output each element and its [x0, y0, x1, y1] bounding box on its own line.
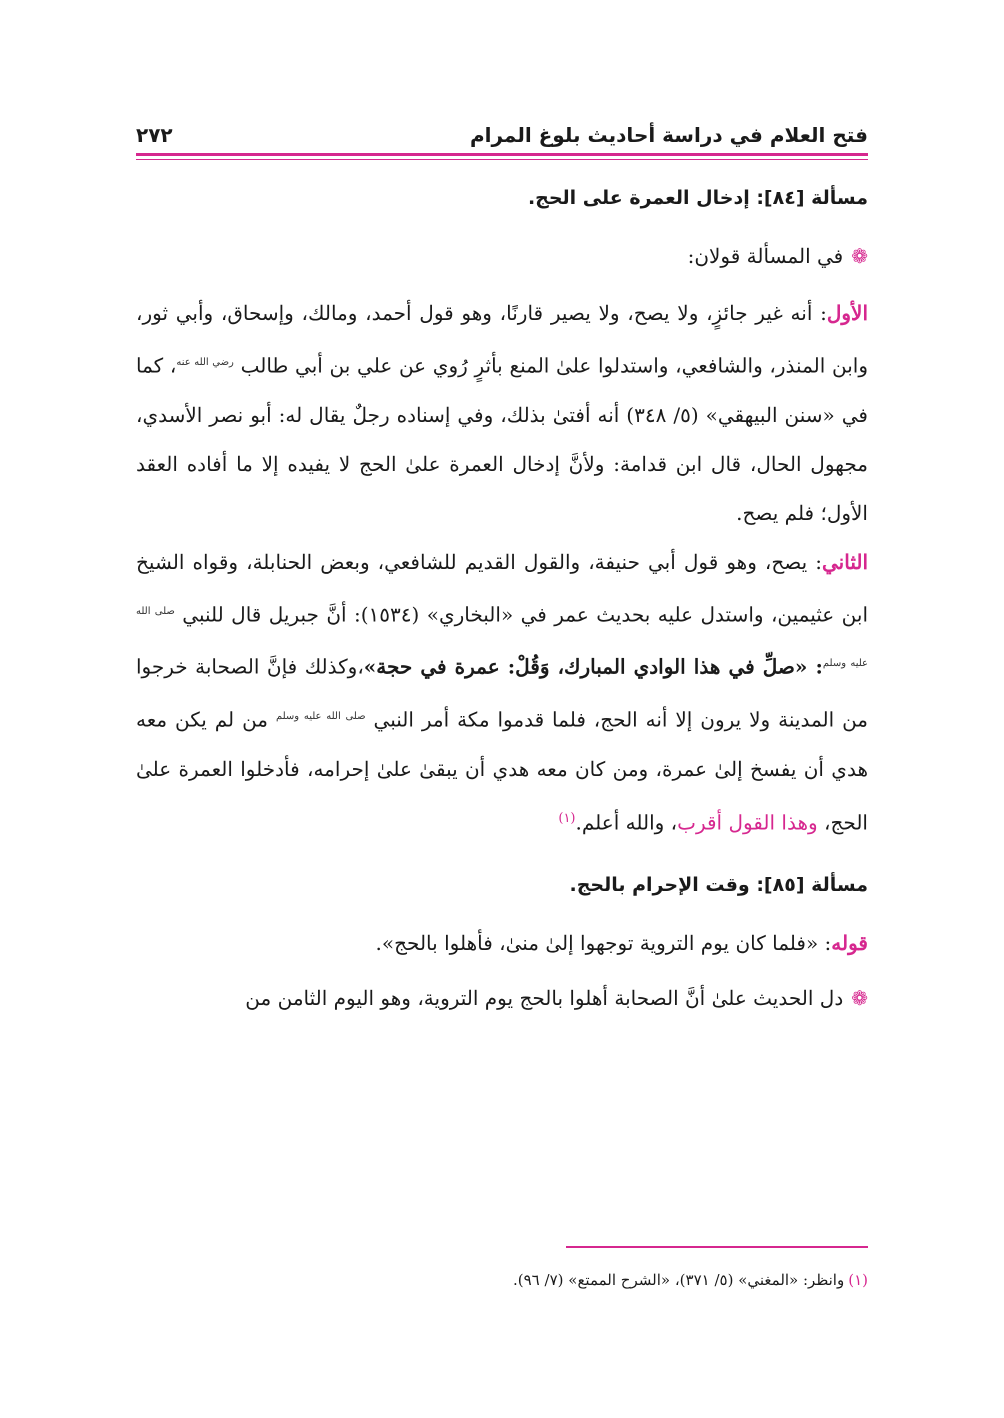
- section-heading-84: مسألة [٨٤]: إدخال العمرة على الحج.: [527, 187, 868, 209]
- honorific-salallahu: صلى الله عليه وسلم: [136, 605, 868, 670]
- second-opinion-paragraph: [136, 538, 868, 848]
- hadith-quote: : «صلِّ في هذا الوادي المبارك، وَقُلْ: عمرة في حجة»: [363, 654, 823, 679]
- footnote-text: وانظر: «المغني» (٥/ ٣٧١)، «الشرح الممتع» (٧/ ٩٦).: [513, 1271, 845, 1289]
- second-opinion-label: الثاني: [821, 549, 868, 574]
- honorific-radiallahu: رضي الله عنه: [176, 357, 234, 368]
- evidence-text: دل الحديث علىٰ أنَّ الصحابة أهلوا بالحج يوم التروية، وهو اليوم الثامن من: [245, 986, 844, 1011]
- intro-text: في المسألة قولان:: [687, 244, 844, 268]
- qawluh-label: قوله: [831, 931, 868, 956]
- second-opinion-text-2: ،وكذلك فإنَّ الصحابة خرجوا من المدينة ولا يرون إلا أنه الحج، فلما قدموا مكة أمر النبي: [136, 654, 869, 732]
- header-rule-thin: [136, 159, 868, 160]
- footnote-number: (١): [848, 1271, 868, 1289]
- second-opinion-text-3: من لم يكن معه هدي أن يفسخ إلىٰ عمرة، ومن كان معه هدي أن يبقىٰ علىٰ إحرامه، فأدخلوا العمرة علىٰ الحج،: [136, 707, 869, 835]
- flower-ornament-icon: ❁: [851, 244, 868, 268]
- second-opinion-text: : يصح، وهو قول أبي حنيفة، والقول القديم للشافعي، وبعض الحنابلة، وقواه الشيخ ابن عثيمين، واستدل عليه بحديث عمر في «البخاري» (١٥٣٤): أنَّ جبريل قال للنبي: [136, 549, 869, 627]
- footnote: [136, 1268, 868, 1292]
- first-opinion-label: الأول: [826, 301, 868, 325]
- first-opinion-text: : أنه غير جائزٍ، ولا يصح، ولا يصير قارنًا، وهو قول أحمد، ومالك، وإسحاق، وأبي ثور، وابن المنذر، والشافعي، واستدلوا علىٰ المنع بأثرٍ رُوي عن علي بن أبي طالب: [136, 301, 868, 378]
- preferred-opinion-highlight: وهذا القول أقرب: [677, 810, 818, 835]
- page-body: [136, 168, 868, 1023]
- footnote-separator: [566, 1246, 868, 1248]
- running-header: [136, 120, 868, 150]
- page-number: ٢٧٢: [136, 123, 173, 147]
- qawluh-paragraph: [136, 919, 868, 968]
- flower-ornament-icon: ❁: [851, 986, 868, 1011]
- first-opinion-paragraph: [136, 289, 868, 538]
- section-heading-85: مسألة [٨٥]: وقت الإحرام بالحج.: [569, 874, 868, 897]
- honorific-salallahu-2: صلى الله عليه وسلم: [275, 710, 366, 722]
- header-rule-thick: [136, 153, 868, 156]
- first-opinion-text-2: ، كما في «سنن البيهقي» (٥/ ٣٤٨) أنه أفتىٰ بذلك، وفي إسناده رجلٌ يقال له: أبو نصر الأسدي، مجهول الحال، قال ابن قدامة: ولأنَّ إدخال العمرة علىٰ الحج لا يفيده إلا ما أفاده العقد الأول؛ فلم يصح.: [136, 353, 868, 525]
- book-title: فتح العلام في دراسة أحاديث بلوغ المرام: [469, 123, 868, 147]
- intro-paragraph: [136, 232, 868, 281]
- footnote-reference[interactable]: (١): [558, 810, 576, 826]
- second-opinion-text-4: ، والله أعلم.: [575, 810, 678, 835]
- qawluh-text: : «فلما كان يوم التروية توجهوا إلىٰ منىٰ، فأهلوا بالحج».: [375, 931, 832, 956]
- evidence-paragraph: [136, 974, 868, 1023]
